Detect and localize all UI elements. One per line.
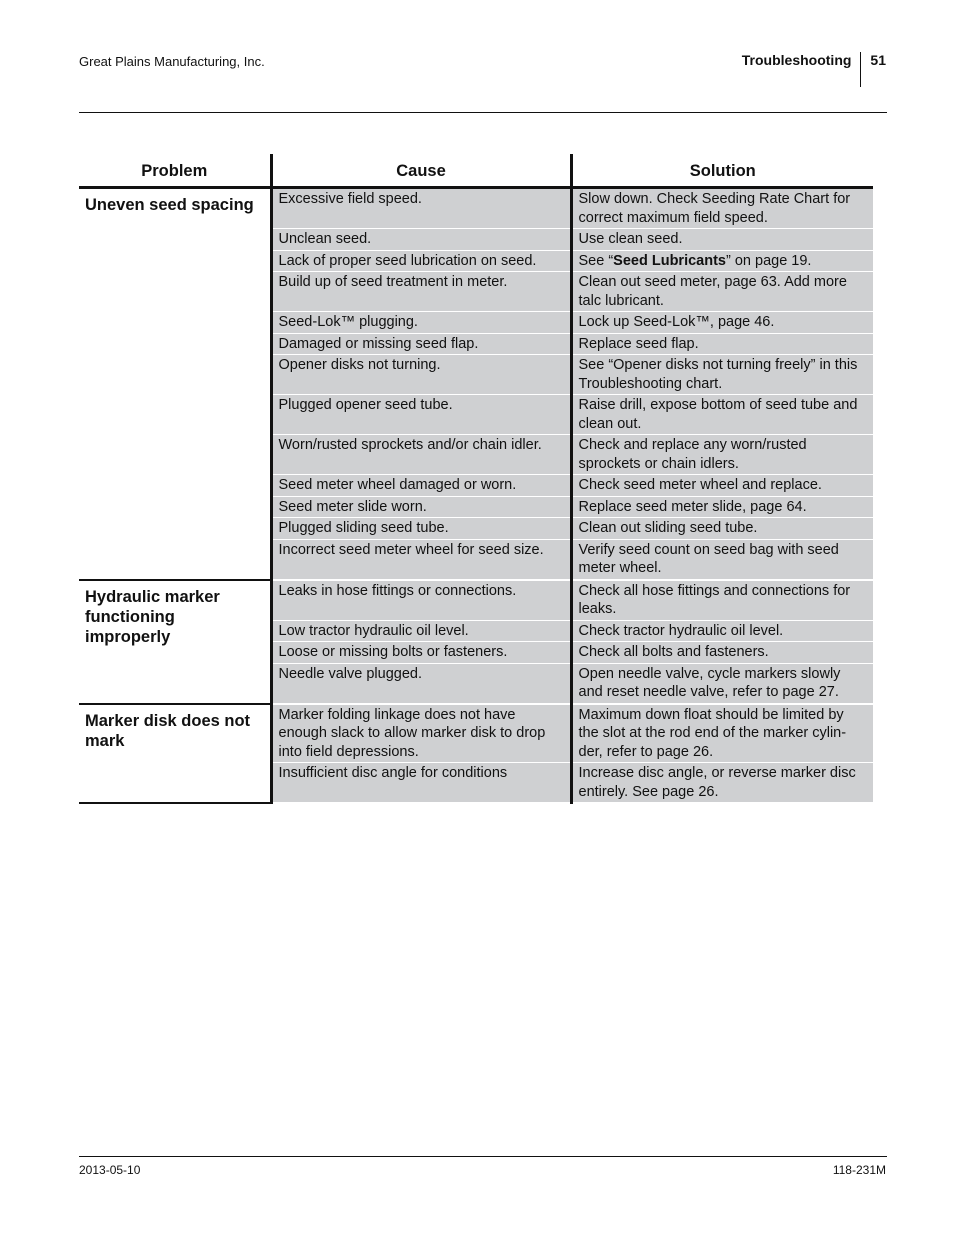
solution-cell: Replace seed meter slide, page 64. (571, 496, 873, 518)
header-divider (860, 52, 861, 87)
footer-rule (79, 1156, 887, 1157)
cause-cell: Low tractor hydraulic oil level. (271, 620, 571, 642)
column-header-solution: Solution (571, 154, 873, 188)
solution-reference: Seed Lubricants (613, 252, 726, 269)
table-row (79, 188, 873, 229)
problem-cell: Marker disk does not mark (79, 704, 271, 804)
solution-text: See “ (578, 252, 614, 269)
cause-cell: Seed meter slide worn. (271, 496, 571, 518)
solution-cell: Open needle valve, cycle markers slowly and reset needle valve, refer to page 27. (571, 663, 873, 704)
solution-cell: Verify seed count on seed bag with seed meter wheel. (571, 539, 873, 580)
solution-cell: Check all hose fittings and connections for leaks. (571, 580, 873, 621)
cause-cell: Excessive field speed. (271, 188, 571, 229)
table-body (79, 188, 873, 804)
cause-cell: Needle valve plugged. (271, 663, 571, 704)
cause-cell: Incorrect seed meter wheel for seed size. (271, 539, 571, 580)
running-header (742, 52, 886, 87)
company-name: Great Plains Manufacturing, Inc. (79, 54, 265, 69)
solution-cell: Replace seed flap. (571, 333, 873, 355)
solution-cell: Maximum down float should be limited by the slot at the rod end of the marker cylin-der, refer to page 26. (571, 704, 873, 763)
column-header-cause: Cause (271, 154, 571, 188)
cause-cell: Worn/rusted sprockets and/or chain idler. (271, 435, 571, 475)
column-header-problem: Problem (79, 154, 271, 188)
solution-cell: Increase disc angle, or reverse marker disc entirely. See page 26. (571, 763, 873, 804)
footer-date: 2013-05-10 (79, 1163, 141, 1177)
cause-cell: Unclean seed. (271, 229, 571, 251)
solution-text: ” on page 19. (725, 252, 812, 269)
cause-cell: Plugged opener seed tube. (271, 395, 571, 435)
page-number: 51 (870, 52, 886, 68)
cause-cell: Loose or missing bolts or fasteners. (271, 642, 571, 664)
solution-cell: Use clean seed. (571, 229, 873, 251)
solution-cell: Clean out sliding seed tube. (571, 518, 873, 540)
cause-cell: Plugged sliding seed tube. (271, 518, 571, 540)
cause-cell: Seed meter wheel damaged or worn. (271, 475, 571, 497)
solution-cell (571, 250, 873, 272)
solution-cell: Check seed meter wheel and replace. (571, 475, 873, 497)
footer-doc-number: 118-231M (832, 1163, 886, 1177)
section-title: Troubleshooting (741, 52, 852, 68)
table-row (79, 580, 873, 621)
cause-cell: Seed-Lok™ plugging. (271, 312, 571, 334)
solution-cell: See “Opener disks not turning freely” in this Troubleshooting chart. (571, 355, 873, 395)
table-header-row (79, 154, 873, 188)
solution-cell: Lock up Seed-Lok™, page 46. (571, 312, 873, 334)
solution-cell: Check tractor hydraulic oil level. (571, 620, 873, 642)
cause-cell: Build up of seed treatment in meter. (271, 272, 571, 312)
cause-cell: Marker folding linkage does not have enough slack to allow marker disk to drop into field depressions. (271, 704, 571, 763)
solution-cell: Check all bolts and fasteners. (571, 642, 873, 664)
cause-cell: Damaged or missing seed flap. (271, 333, 571, 355)
table-row (79, 704, 873, 763)
solution-cell: Raise drill, expose bottom of seed tube and clean out. (571, 395, 873, 435)
troubleshooting-table (79, 154, 873, 804)
solution-cell: Clean out seed meter, page 63. Add more talc lubricant. (571, 272, 873, 312)
solution-cell: Slow down. Check Seeding Rate Chart for correct maximum field speed. (571, 188, 873, 229)
cause-cell: Leaks in hose fittings or connections. (271, 580, 571, 621)
cause-cell: Lack of proper seed lubrication on seed. (271, 250, 571, 272)
cause-cell: Opener disks not turning. (271, 355, 571, 395)
solution-cell: Check and replace any worn/rusted sprockets or chain idlers. (571, 435, 873, 475)
problem-cell: Uneven seed spacing (79, 188, 271, 580)
cause-cell: Insufficient disc angle for conditions (271, 763, 571, 804)
problem-cell: Hydraulic marker functioning improperly (79, 580, 271, 704)
header-rule (79, 112, 887, 113)
